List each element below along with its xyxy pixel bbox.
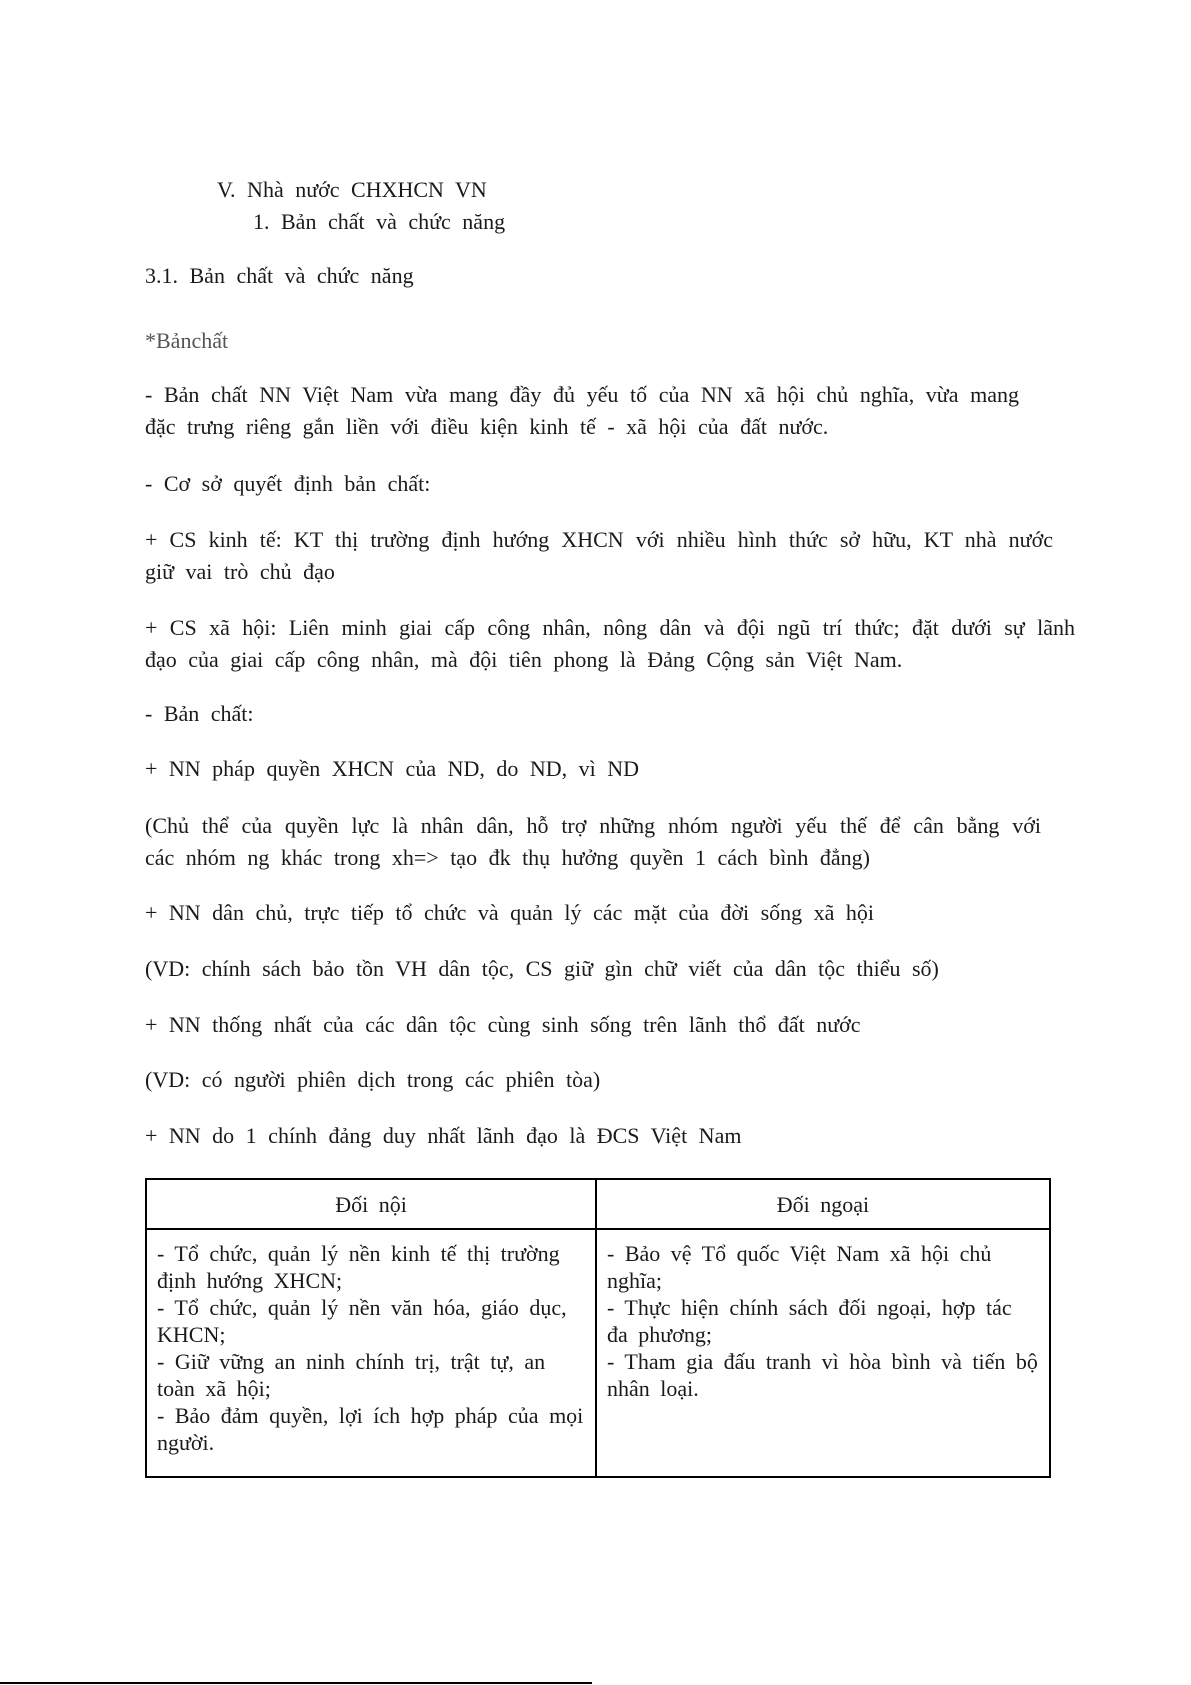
paragraph-essence-heading: - Bản chất: [145, 701, 254, 726]
foreign-functions-cell [596, 1229, 1050, 1477]
paragraph-democracy-example: (VD: chính sách bảo tồn VH dân tộc, CS giữ gìn chữ viết của dân tộc thiểu số) [145, 956, 939, 981]
domestic-item-rights: - Bảo đảm quyền, lợi ích hợp pháp của mọi người. [157, 1403, 584, 1455]
section-heading: V. Nhà nước CHXHCN VN [217, 177, 487, 202]
paragraph-economic-basis: + CS kinh tế: KT thị trường định hướng XHCN với nhiều hình thức sở hữu, KT nhà nước giữ vai trò chủ đạo [145, 527, 1053, 584]
essence-label: *Bảnchất [145, 328, 229, 353]
table-header-row [146, 1179, 1050, 1229]
foreign-item-diplomacy: - Thực hiện chính sách đối ngoại, hợp tác đa phương; [607, 1295, 1012, 1347]
paragraph-single-party: + NN do 1 chính đảng duy nhất lãnh đạo là ĐCS Việt Nam [145, 1123, 742, 1148]
header-domestic: Đối nội [146, 1179, 596, 1229]
paragraph-rule-of-law-note: (Chủ thể của quyền lực là nhân dân, hỗ trợ những nhóm người yếu thế để cân bằng với các nhóm ng khác trong xh=> tạo đk thụ hưởng quyền 1 cách bình đẳng) [145, 813, 1041, 870]
paragraph-rule-of-law: + NN pháp quyền XHCN của ND, do ND, vì ND [145, 756, 640, 781]
domestic-item-culture: - Tổ chức, quản lý nền văn hóa, giáo dục, KHCN; [157, 1295, 567, 1347]
paragraph-democracy: + NN dân chủ, trực tiếp tổ chức và quản lý các mặt của đời sống xã hội [145, 900, 875, 925]
paragraph-social-basis: + CS xã hội: Liên minh giai cấp công nhân, nông dân và đội ngũ trí thức; đặt dưới sự lãnh đạo của giai cấp công nhân, mà đội tiên phong là Đảng Cộng sản Việt Nam. [145, 615, 1075, 672]
paragraph-unity-example: (VD: có người phiên dịch trong các phiên tòa) [145, 1067, 601, 1092]
paragraph-unity: + NN thống nhất của các dân tộc cùng sinh sống trên lãnh thổ đất nước [145, 1012, 861, 1037]
foreign-item-peace: - Tham gia đấu tranh vì hòa bình và tiến bộ nhân loại. [607, 1349, 1038, 1401]
numbered-heading: 3.1. Bản chất và chức năng [145, 263, 414, 288]
domestic-item-economy: - Tổ chức, quản lý nền kinh tế thị trường định hướng XHCN; [157, 1241, 560, 1293]
domestic-functions-cell [146, 1229, 596, 1477]
paragraph-essence-overview: - Bản chất NN Việt Nam vừa mang đầy đủ yếu tố của NN xã hội chủ nghĩa, vừa mang đặc trưng riêng gắn liền với điều kiện kinh tế - xã hội của đất nước. [145, 382, 1019, 439]
domestic-item-security: - Giữ vững an ninh chính trị, trật tự, an toàn xã hội; [157, 1349, 546, 1401]
header-foreign: Đối ngoại [596, 1179, 1050, 1229]
foreign-item-defense: - Bảo vệ Tổ quốc Việt Nam xã hội chủ nghĩa; [607, 1241, 992, 1293]
paragraph-basis-heading: - Cơ sở quyết định bản chất: [145, 471, 431, 496]
table-row [146, 1229, 1050, 1477]
subsection-heading: 1. Bản chất và chức năng [253, 209, 506, 234]
footer-divider [0, 1682, 592, 1684]
functions-table [145, 1178, 1051, 1478]
